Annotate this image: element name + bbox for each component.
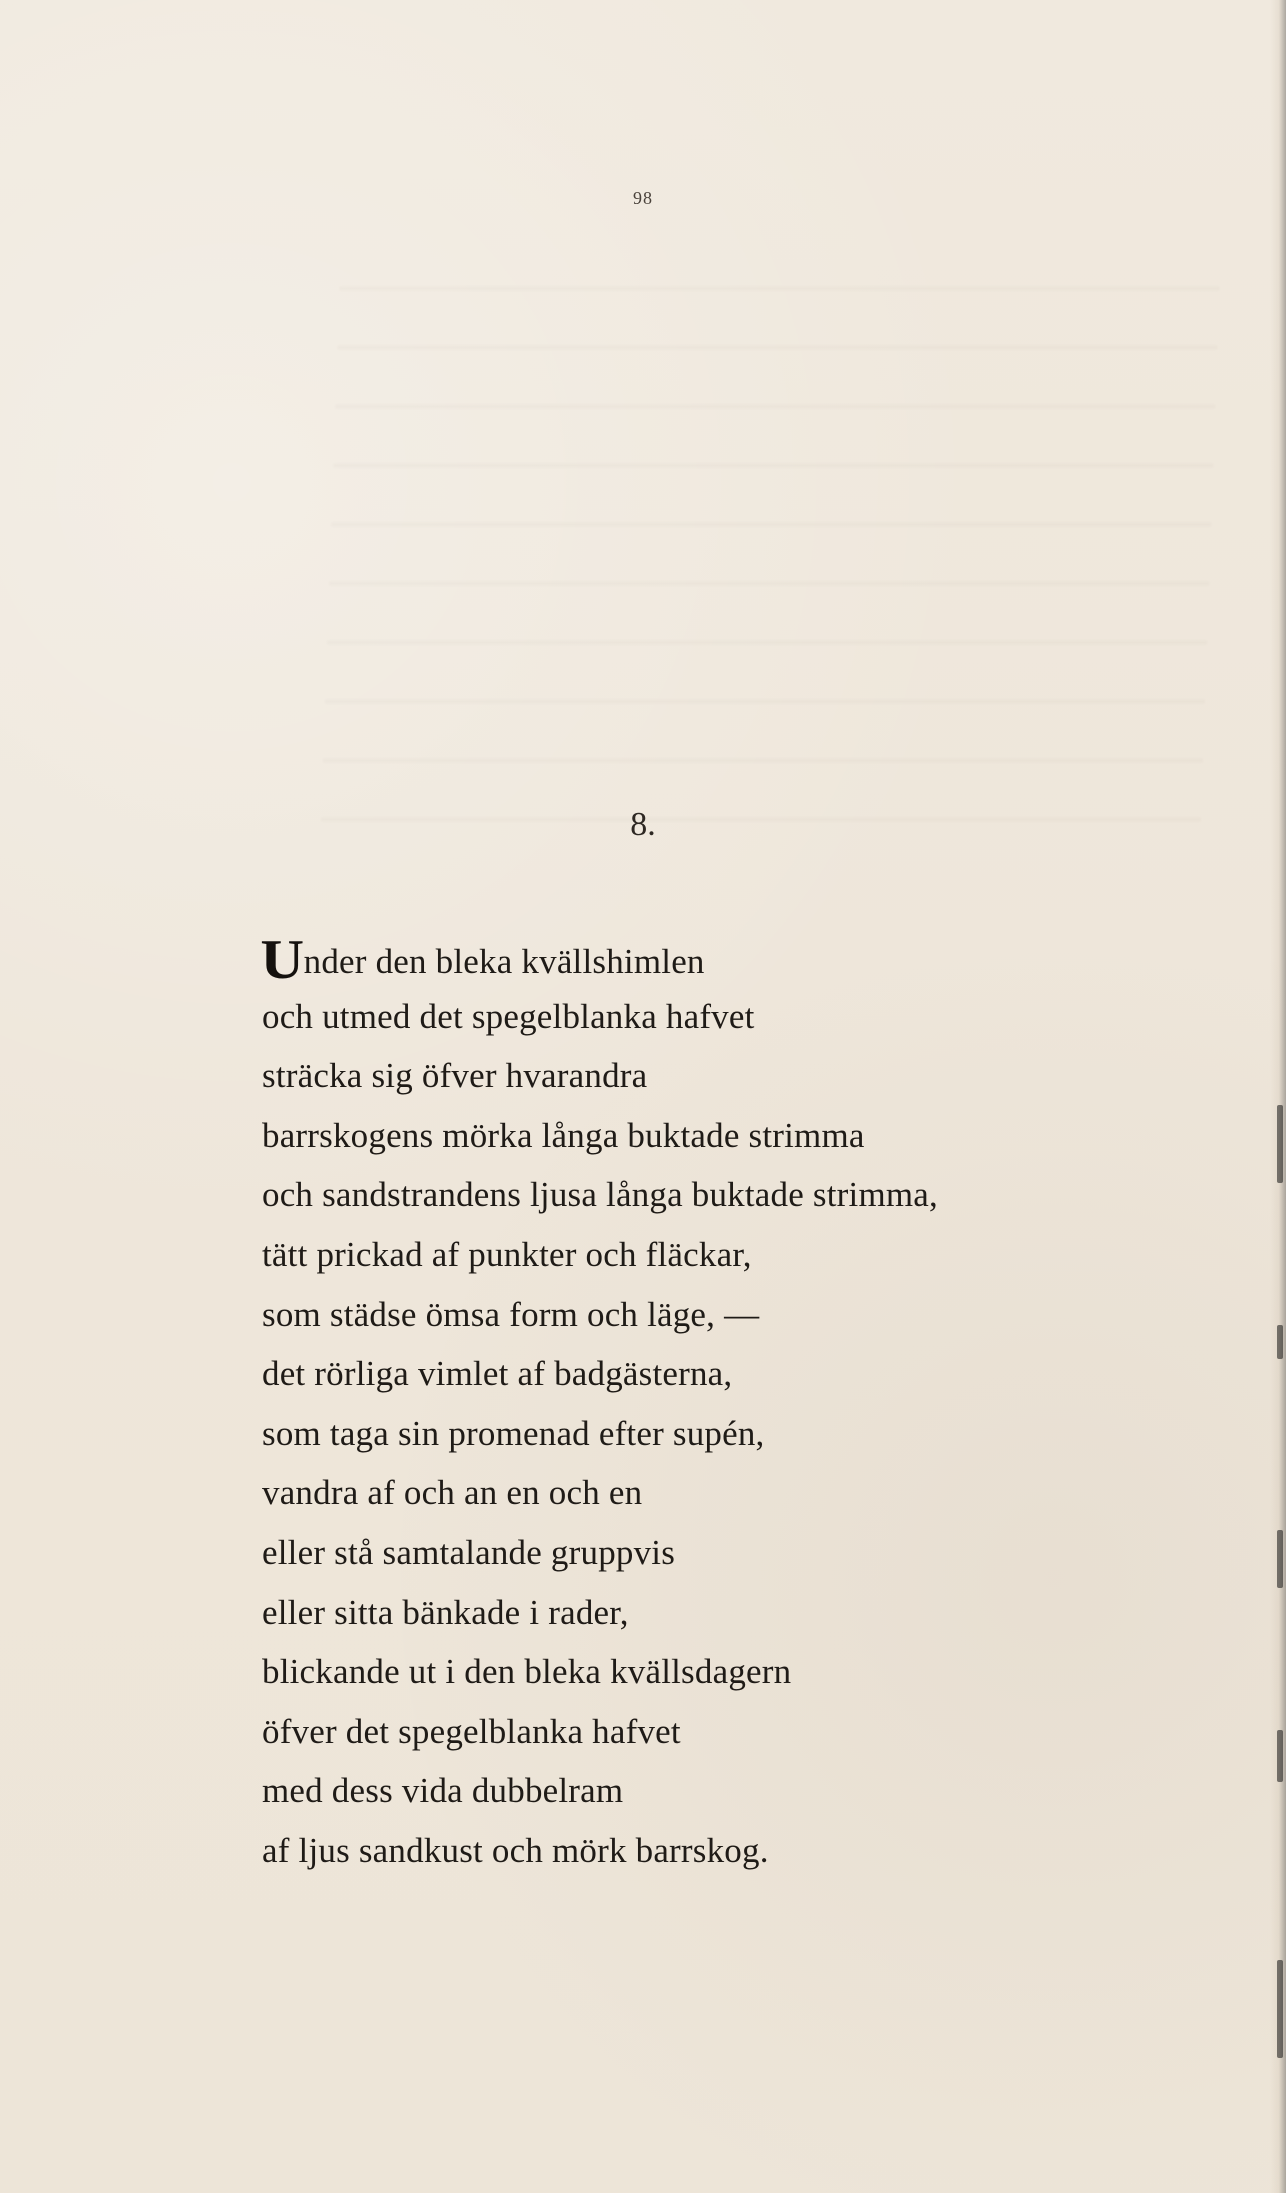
scan-edge-mark (1277, 1730, 1283, 1782)
poem-line-9: som taga sin promenad efter supén, (262, 1413, 765, 1453)
poem-line-4: barrskogens mörka långa buktade strimma (262, 1115, 865, 1155)
scan-edge-mark (1277, 1960, 1283, 2058)
poem-line-3: sträcka sig öfver hvarandra (262, 1056, 648, 1096)
poem-line-6: tätt prickad af punkter och fläckar, (262, 1234, 752, 1274)
scan-edge-mark (1277, 1105, 1283, 1183)
poem-line-11: eller stå samtalande gruppvis (262, 1532, 676, 1572)
page-show-through-texture (319, 255, 1220, 865)
poem-line-12: eller sitta bänkade i rader, (262, 1592, 629, 1632)
poem-line-1 (260, 927, 1242, 991)
poem-text (262, 927, 1242, 1881)
decorated-initial-letter: U (260, 929, 305, 991)
poem-line-13: blickande ut i den bleka kvällsdagern (262, 1652, 792, 1692)
poem-line-10: vandra af och an en och en (262, 1473, 643, 1513)
poem-line-14: öfver det spegelblanka hafvet (262, 1711, 681, 1751)
scan-edge-mark (1277, 1530, 1283, 1588)
poem-line-16: af ljus sandkust och mörk barrskog. (262, 1830, 769, 1870)
poem-line-7: som städse ömsa form och läge, — (262, 1294, 760, 1334)
poem-line-8: det rörliga vimlet af badgästerna, (262, 1354, 733, 1394)
section-number: 8. (630, 806, 656, 843)
poem-first-line-text: nder den bleka kvällshimlen (303, 942, 705, 981)
scanned-page-edge (1270, 0, 1286, 2193)
page-number: 98 (633, 188, 653, 208)
poem-line-2: och utmed det spegelblanka hafvet (262, 996, 755, 1036)
poem-line-5: och sandstrandens ljusa långa buktade strimma, (262, 1175, 938, 1215)
poem-line-15: med dess vida dubbelram (262, 1771, 624, 1811)
scan-edge-mark (1277, 1325, 1283, 1359)
